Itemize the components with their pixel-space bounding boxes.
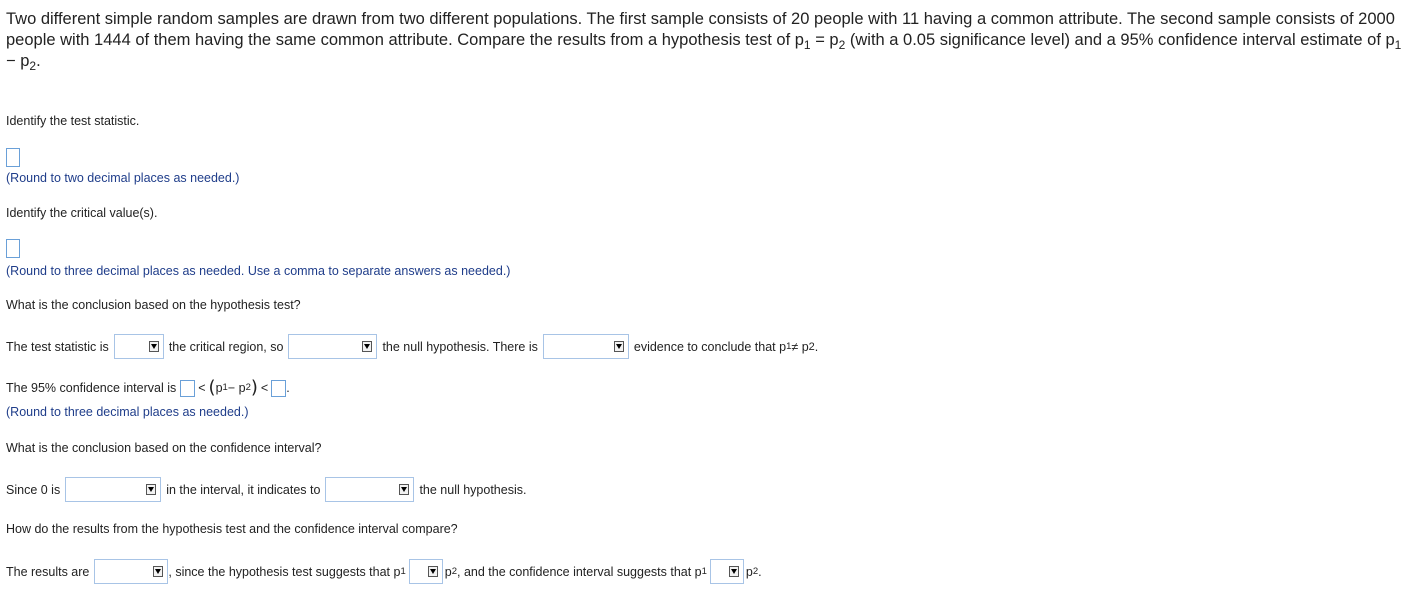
q5-prompt: What is the conclusion based on the confidence interval? <box>6 441 322 455</box>
subscript: 1 <box>1394 38 1402 52</box>
chevron-down-icon <box>729 566 739 577</box>
less-than-symbol: < <box>260 381 269 395</box>
q2-hint: (Round to three decimal places as needed. Use a comma to separate answers as needed.) <box>6 264 511 278</box>
problem-text-1: Two different simple random samples are drawn from two different populations. The first sample consists of 20 people with 11 having a common attribute. The second sample consists of 2000 people with 1444 of them having the same common attribute. Compare the results from a hypothesis test of p <box>6 10 1395 49</box>
results-comparison-dropdown[interactable] <box>94 559 168 584</box>
problem-eq: = p <box>810 31 839 49</box>
q3-part-4: evidence to conclude that p <box>633 339 787 354</box>
problem-minus: − p <box>6 52 30 70</box>
hypothesis-relation-dropdown[interactable] <box>409 559 443 584</box>
q2-prompt: Identify the critical value(s). <box>6 206 158 220</box>
problem-statement <box>6 9 1414 72</box>
q3-end: . <box>814 339 819 354</box>
q4-end: . <box>286 381 290 395</box>
p-symbol: p <box>444 564 452 579</box>
q3-prompt: What is the conclusion based on the hypothesis test? <box>6 298 301 312</box>
q6-part-3: , and the confidence interval suggests that p <box>457 564 702 579</box>
p-symbol: p <box>215 381 223 395</box>
q5-part-1: Since 0 is <box>6 482 61 497</box>
chevron-down-icon <box>362 341 372 352</box>
test-statistic-region-dropdown[interactable] <box>114 334 164 359</box>
ci-lower-bound-input[interactable] <box>180 380 195 397</box>
minus-symbol: − p <box>227 381 246 395</box>
chevron-down-icon <box>149 341 159 352</box>
chevron-down-icon <box>614 341 624 352</box>
problem-end: . <box>36 52 41 70</box>
chevron-down-icon <box>399 484 409 495</box>
problem-text-2: (with a 0.05 significance level) and a 95% confidence interval estimate of p <box>845 31 1395 49</box>
q3-answer-row: The test statistic is the critical region, so the null hypothesis. There is evidence to conclude that p 1 ≠ p 2 . <box>6 334 818 359</box>
chevron-down-icon <box>153 566 163 577</box>
q3-part-3: the null hypothesis. There is <box>382 339 538 354</box>
chevron-down-icon <box>146 484 156 495</box>
critical-value-input[interactable] <box>6 239 20 258</box>
q3-part-2: the critical region, so <box>168 339 284 354</box>
test-statistic-input[interactable] <box>6 148 20 167</box>
q6-part-2: , since the hypothesis test suggests that p <box>168 564 401 579</box>
q1-hint: (Round to two decimal places as needed.) <box>6 171 240 185</box>
q5-part-2: in the interval, it indicates to <box>166 482 321 497</box>
q4-prefix: The 95% confidence interval is <box>6 381 177 395</box>
q5-part-3: the null hypothesis. <box>419 482 527 497</box>
ci-upper-bound-input[interactable] <box>271 380 286 397</box>
q1-prompt: Identify the test statistic. <box>6 114 140 128</box>
subscript: 2 <box>29 59 37 73</box>
q6-end: . <box>758 564 762 579</box>
q1-answer-row <box>6 148 20 167</box>
close-paren: ) <box>250 377 258 398</box>
p-symbol: p <box>745 564 753 579</box>
q4-hint: (Round to three decimal places as needed.) <box>6 405 249 419</box>
q3-part-1: The test statistic is <box>6 339 109 354</box>
zero-in-interval-dropdown[interactable] <box>65 477 161 502</box>
q6-answer-row: The results are , since the hypothesis test suggests that p 1 p 2 , and the confidence interval suggests that p 1 p 2 . <box>6 559 762 584</box>
chevron-down-icon <box>428 566 438 577</box>
evidence-dropdown[interactable] <box>543 334 629 359</box>
q6-prompt: How do the results from the hypothesis test and the confidence interval compare? <box>6 522 458 536</box>
subscript: 2 <box>838 38 846 52</box>
neq-symbol: ≠ p <box>791 339 809 354</box>
q5-answer-row <box>6 477 526 502</box>
ci-relation-dropdown[interactable] <box>710 559 744 584</box>
open-paren: ( <box>208 377 216 398</box>
null-hypothesis-decision-dropdown[interactable] <box>288 334 377 359</box>
q2-answer-row <box>6 239 20 258</box>
q6-part-1: The results are <box>6 564 90 579</box>
ci-hypothesis-decision-dropdown[interactable] <box>325 477 414 502</box>
less-than-symbol: < <box>198 381 206 395</box>
subscript: 1 <box>803 38 811 52</box>
q4-answer-row: The 95% confidence interval is < ( p 1 − p 2 ) < . <box>6 377 290 398</box>
